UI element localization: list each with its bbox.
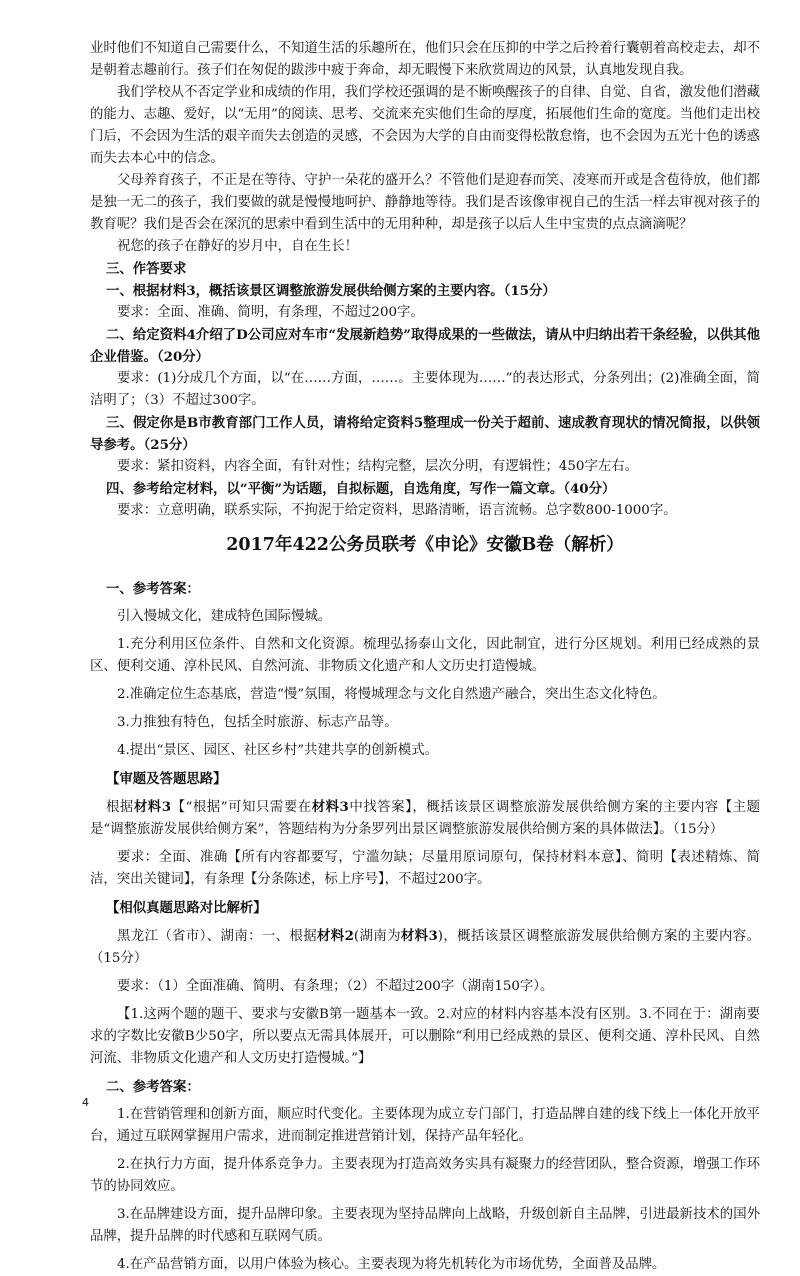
text-run: 【“根据”可知只需要在 [171, 800, 312, 815]
bold-run: 材料2 [317, 928, 354, 944]
question-2: 二、给定资料4介绍了D公司应对车市“发展新趋势”取得成果的一些做法，请从中归纳出若干条经验，以供其他企业借鉴。（20分） [90, 327, 760, 365]
answer-2-point: 1.在营销管理和创新方面，顺应时代变化。主要体现为成立专门部门，打造品牌自建的线下线上一体化开放平台，通过互联网掌握用户需求，进而制定推进营销计划，保持产品年轻化。 [90, 1107, 760, 1144]
answer-2-point: 2.在执行力方面，提升体系竞争力。主要表现为打造高效务实具有凝聚力的经营团队，整合资源，增强工作环节的协同效应。 [90, 1157, 760, 1194]
question-1: 一、根据材料3，概括该景区调整旅游发展供给侧方案的主要内容。（15分） [106, 283, 556, 299]
compare-heading: 【相似真题思路对比解析】 [106, 900, 267, 916]
question-1-requirement: 要求：全面、准确、简明，有条理，不超过200字。 [117, 305, 424, 320]
question-4-requirement: 要求：立意明确，联系实际，不拘泥于给定资料，思路清晰，语言流畅。总字数800-1000字。 [117, 503, 677, 518]
paragraph: 我们学校从不否定学业和成绩的作用，我们学校还强调的是不断唤醒孩子的自律、自觉、自省，激发他们潜藏的能力、志趣、爱好，以“无用”的阅读、思考、交流来充实他们生命的厚度，拓展他们生命的宽度。当他们走出校门后，不会因为生活的艰辛而失去创造的灵感，不会因为大学的自由而变得松散怠惰，也不会因为五光十色的诱惑而失去本心中的信念。 [90, 85, 760, 166]
answer-1-point: 3.力推独有特色，包括全时旅游、标志产品等。 [117, 715, 398, 730]
answer-2-point: 4.在产品营销方面，以用户体验为核心。主要表现为将先机转化为市场优势，全面普及品牌。 [117, 1257, 666, 1272]
section-heading: 三、作答要求 [106, 261, 187, 277]
answer-2-heading: 二、参考答案： [106, 1079, 200, 1095]
bold-run: 材料3 [133, 799, 172, 815]
page-title: 2017年422公务员联考《申论》安徽B卷（解析） [226, 535, 624, 555]
answer-1-intro: 引入慢城文化，建成特色国际慢城。 [117, 609, 332, 624]
answer-1-point: 2.准确定位生态基底，营造“慢”氛围，将慢城理念与文化自然遗产融合，突出生态文化特色。 [117, 687, 666, 702]
think-requirement: 要求：全面、准确【所有内容都要写，宁滥勿缺；尽量用原词原句，保持材料本意】、简明【表述精炼、简洁，突出关键词】，有条理【分条陈述，标上序号】，不超过200字。 [90, 850, 760, 887]
paragraph: 父母养育孩子，不正是在等待、守护一朵花的盛开么？不管他们是迎春而笑、凌寒而开或是含苞待放，他们都是独一无二的孩子，我们要做的就是慢慢地呵护、静静地等待。我们是否该像审视自己的生活一样去审视对孩子的教育呢？我们是否会在深沉的思索中看到生活中的无用种种，却是孩子以后人生中宝贵的点点滴滴呢？ [90, 173, 760, 232]
document-page [90, 38, 760, 1276]
text-run: 中找答案】，概括该景区调整旅游发展供给侧方案的主要内容【主题是“调整旅游发展供给侧方案”，答题结构为分条罗列出景区调整旅游发展供给侧方案的具体做法】。（15分） [90, 800, 760, 837]
paragraph: 祝您的孩子在静好的岁月中，自在生长！ [117, 239, 359, 254]
question-2-requirement: 要求：(1)分成几个方面，以“在……方面，……。主要体现为……”的表达形式，分条列出；(2)准确全面，简洁明了；（3）不超过300字。 [90, 371, 760, 408]
think-paragraph [90, 796, 760, 841]
text-run: 黑龙江（省市）、湖南：一、根据 [117, 929, 318, 944]
question-4: 四、参考给定材料，以“平衡”为话题，自拟标题，自选角度，写作一篇文章。（40分） [106, 481, 616, 497]
answer-1-point: 1.充分利用区位条件、自然和文化资源。梳理弘扬泰山文化，因此制宜，进行分区规划。利用已经成熟的景区、便利交通、淳朴民风、自然河流、非物质文化遗产和人文历史打造慢城。 [90, 637, 760, 674]
think-heading: 【审题及答题思路】 [106, 771, 227, 787]
question-3-requirement: 要求：紧扣资料，内容全面，有针对性；结构完整，层次分明，有逻辑性；450字左右。 [117, 459, 639, 474]
paragraph: 业时他们不知道自己需要什么，不知道生活的乐趣所在，他们只会在压抑的中学之后拎着行囊朝着高校走去，却不是朝着志趣前行。孩子们在匆促的跋涉中疲于奔命，却无暇慢下来欣赏周边的风景，认真地发现自我。 [90, 41, 760, 78]
compare-requirement: 要求：（1）全面准确、简明、有条理；（2）不超过200字（湖南150字）。 [117, 979, 554, 994]
answer-1-heading: 一、参考答案： [106, 581, 200, 597]
answer-1-point: 4.提出“景区、园区、社区乡村”共建共享的创新模式。 [117, 743, 439, 758]
bold-run: 材料3 [311, 799, 349, 815]
text-run: )，概括该景区调整旅游发展供给侧方案的主要内容。（15分） [90, 929, 760, 966]
compare-note: 【1.这两个题的题干、要求与安徽B第一题基本一致。2.对应的材料内容基本没有区别。3.不同在于：湖南要求的字数比安徽B少50字，所以要点无需具体展开，可以删除“利用已经成熟的景区、便利交通、淳朴民风、自然河流、非物质文化遗产和人文历史打造慢城。”】 [90, 1007, 760, 1066]
bold-run: 材料3 [400, 928, 438, 944]
compare-paragraph [90, 925, 760, 970]
answer-2-point: 3.在品牌建设方面，提升品牌印象。主要表现为坚持品牌向上战略，升级创新自主品牌，引进最新技术的国外品牌，提升品牌的时代感和互联网气质。 [90, 1207, 760, 1244]
text-run: 根据 [106, 800, 134, 815]
text-run: (湖南为 [353, 929, 401, 944]
page-number: 4 [82, 1096, 89, 1109]
question-3: 三、假定你是B市教育部门工作人员，请将给定资料5整理成一份关于超前、速成教育现状的情况简报，以供领导参考。（25分） [90, 415, 760, 453]
